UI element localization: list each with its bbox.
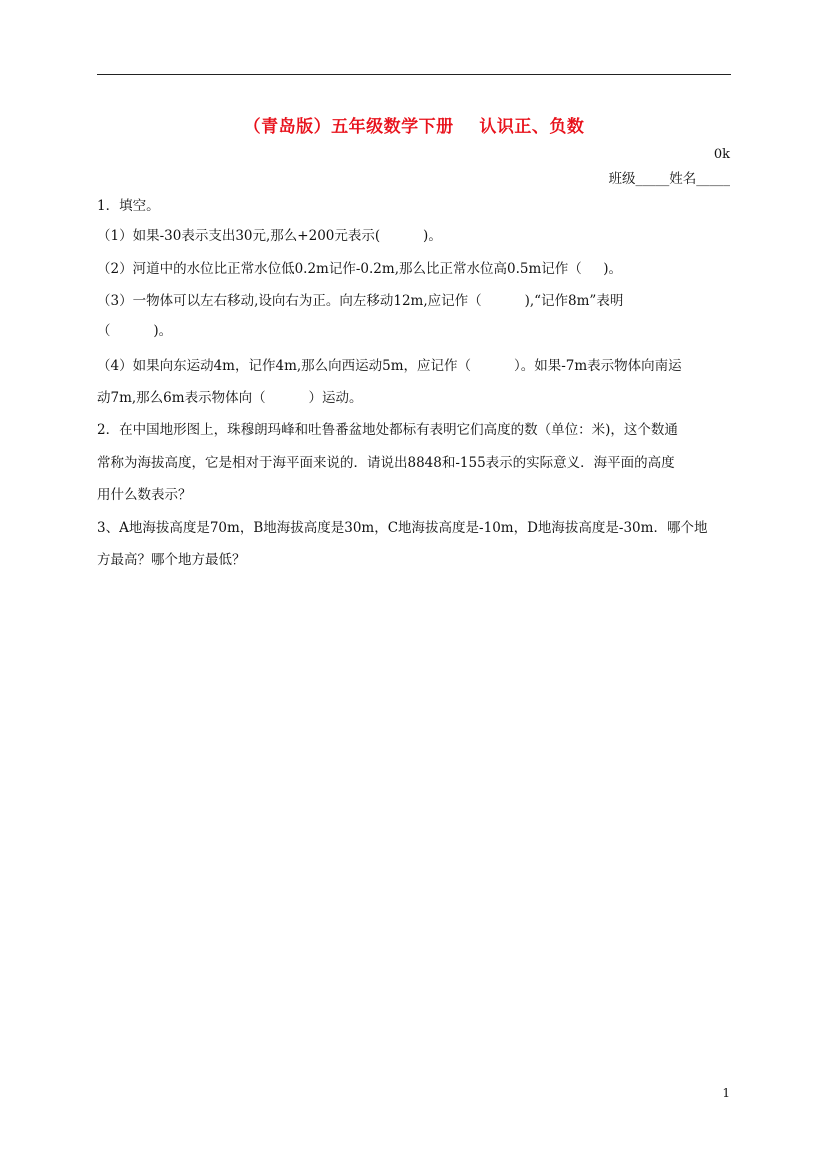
- question-1-heading: 1．填空。: [97, 198, 160, 214]
- class-name-line: 班级_____姓名_____: [608, 171, 730, 187]
- question-2-line-3: 用什么数表示？: [97, 487, 192, 503]
- question-2-line-2: 常称为海拔高度，它是相对于海平面来说的．请说出8848和-155表示的实际意义．海平面的高度: [97, 455, 675, 471]
- question-1-2: （2）河道中的水位比正常水位低0.2m记作-0.2m,那么比正常水位高0.5m记作（ )。: [97, 261, 622, 277]
- question-1-3-line-1: （3）一物体可以左右移动,设向右为正。向左移动12m,应记作（ ),“记作8m”表明: [97, 293, 624, 309]
- question-1-4-line-1: （4）如果向东运动4m，记作4m,那么向西运动5m，应记作（ ）。如果-7m表示物体向南运: [97, 358, 682, 374]
- page-number: 1: [722, 1086, 730, 1100]
- ok-mark: 0k: [713, 147, 730, 162]
- question-2-line-1: 2．在中国地形图上，珠穆朗玛峰和吐鲁番盆地处都标有表明它们高度的数（单位：米)，这个数通: [97, 422, 678, 438]
- header-rule: [97, 74, 731, 75]
- question-3-line-2: 方最高？哪个地方最低？: [97, 552, 246, 568]
- document-title: （青岛版）五年级数学下册 认识正、负数: [243, 117, 585, 137]
- question-1-1: （1）如果-30表示支出30元,那么+200元表示( )。: [97, 228, 442, 244]
- question-1-4-line-2: 动7m,那么6m表示物体向（ ）运动。: [97, 390, 363, 406]
- question-3-line-1: 3、A地海拔高度是70m，B地海拔高度是30m，C地海拔高度是-10m，D地海拔高度是-30m．哪个地: [97, 520, 708, 536]
- question-1-3-line-2: （ )。: [97, 323, 173, 339]
